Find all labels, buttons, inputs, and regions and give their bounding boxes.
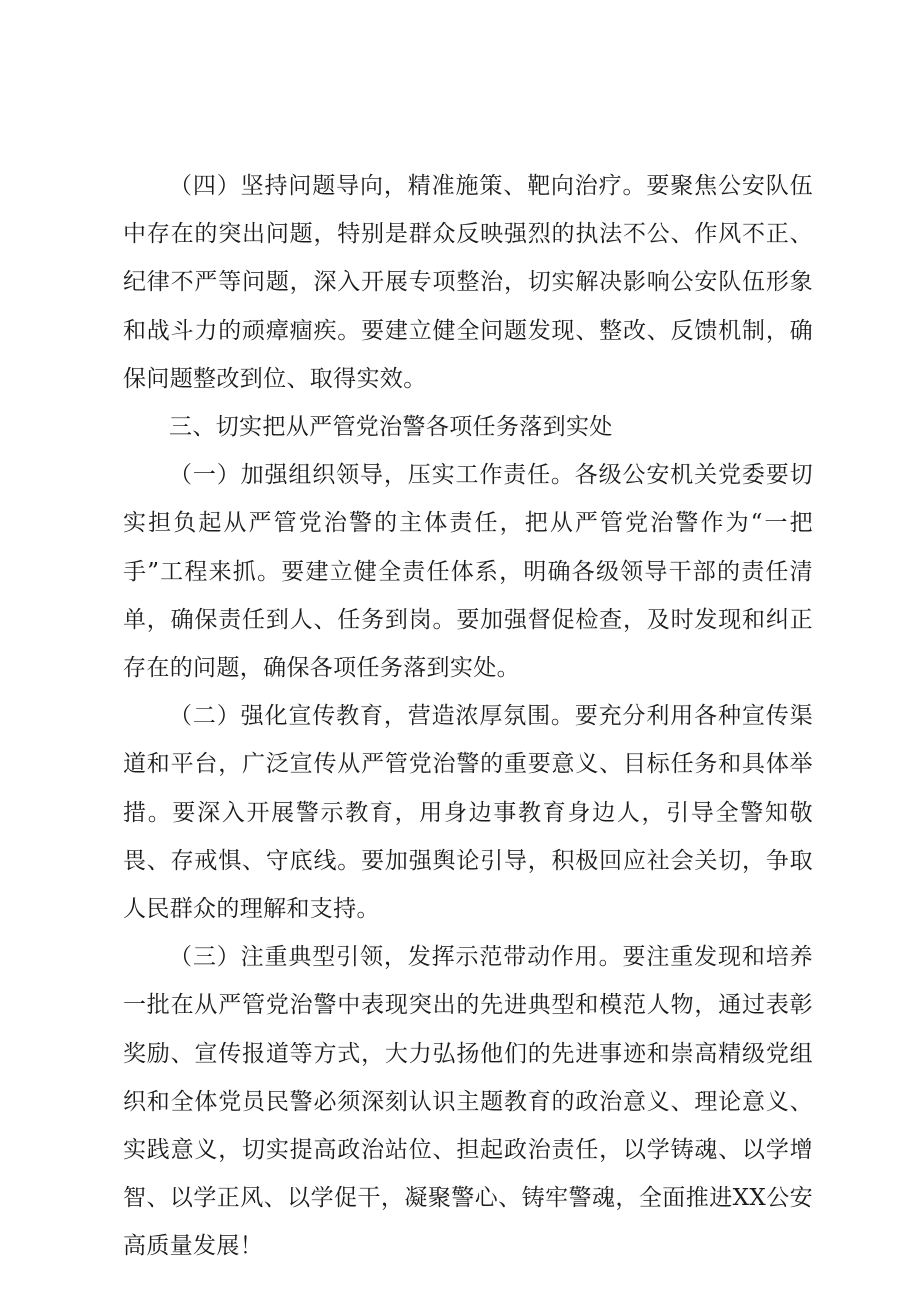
document-body bbox=[123, 162, 813, 1271]
paragraph-one-organization-leadership: （一）加强组织领导，压实工作责任。各级公安机关党委要切实担负起从严管党治警的主体责任，把从严管党治警作为“一把手”工程来抓。要建立健全责任体系，明确各级领导干部的责任清单，确保责任到人、任务到岗。要加强督促检查，及时发现和纠正存在的问题，确保各项任务落到实处。 bbox=[123, 462, 813, 682]
paragraph-two-publicity-education: （二）强化宣传教育，营造浓厚氛围。要充分利用各种宣传渠道和平台，广泛宣传从严管党治警的重要意义、目标任务和具体举措。要深入开展警示教育，用身边事教育身边人，引导全警知敬畏、存戒惧、守底线。要加强舆论引导，积极回应社会关切，争取人民群众的理解和支持。 bbox=[123, 703, 813, 923]
paragraph-three-model-guidance: （三）注重典型引领，发挥示范带动作用。要注重发现和培养一批在从严管党治警中表现突出的先进典型和模范人物，通过表彰奖励、宣传报道等方式，大力弘扬他们的先进事迹和崇高精级党组织和全体党员民警必须深刻认识主题教育的政治意义、理论意义、实践意义，切实提高政治站位、担起政治责任，以学铸魂、以学增智、以学正风、以学促干，凝聚警心、铸牢警魂，全面推进XX公安高质量发展！ bbox=[123, 944, 813, 1260]
section-heading-three: 三、切实把从严管党治警各项任务落到实处 bbox=[169, 414, 613, 441]
paragraph-four-problem-oriented: （四）坚持问题导向，精准施策、靶向治疗。要聚焦公安队伍中存在的突出问题，特别是群众反映强烈的执法不公、作风不正、纪律不严等问题，深入开展专项整治，切实解决影响公安队伍形象和战斗力的顽瘴痼疾。要建立健全问题发现、整改、反馈机制，确保问题整改到位、取得实效。 bbox=[123, 173, 813, 392]
